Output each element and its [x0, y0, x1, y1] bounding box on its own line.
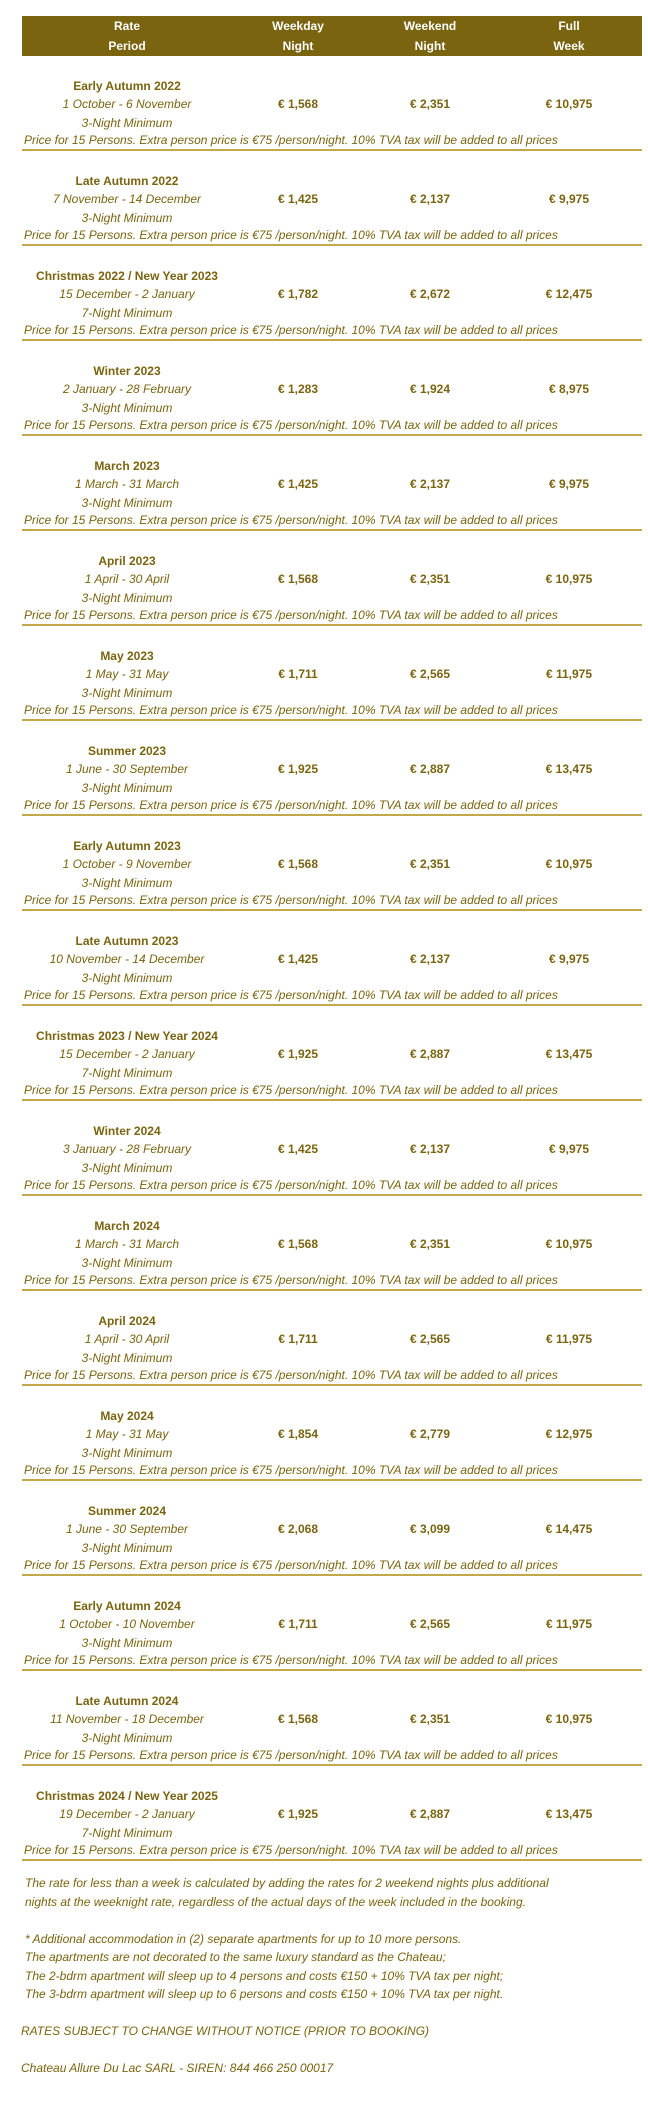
rate-period-row [22, 816, 642, 911]
rate-period-row [22, 1766, 642, 1861]
period-dates: 15 December - 2 January [59, 287, 195, 302]
header-weekday-night [232, 16, 364, 56]
weekday-night-price: € 1,925 [277, 1047, 319, 1062]
full-week-price: € 12,475 [545, 287, 593, 302]
price-note: Price for 15 Persons. Extra person price is €75 /person/night. 10% TVA tax will be added to all prices [24, 513, 558, 527]
price-note: Price for 15 Persons. Extra person price is €75 /person/night. 10% TVA tax will be added to all prices [24, 323, 558, 337]
weekend-night-price: € 2,137 [409, 1142, 451, 1157]
period-name: May 2024 [100, 1409, 154, 1423]
rate-period-values [22, 552, 642, 607]
full-week-price: € 11,975 [545, 1617, 593, 1632]
full-week-price: € 9,975 [548, 477, 590, 492]
rate-period-values [22, 1407, 642, 1462]
weekend-night-price: € 2,137 [409, 192, 451, 207]
rate-period-values [22, 1122, 642, 1177]
period-info [22, 267, 232, 322]
weekend-night-price: € 2,565 [409, 1617, 451, 1632]
period-name: Christmas 2022 / New Year 2023 [36, 269, 218, 283]
weekday-night-price: € 1,568 [277, 857, 319, 872]
rate-period-values [22, 1502, 642, 1557]
minimum-stay: 7-Night Minimum [81, 1065, 173, 1080]
extra-accommodation-note: The 2-bdrm apartment will sleep up to 4 persons and costs €150 + 10% TVA tax per night; [25, 1968, 504, 1983]
rate-period-row [22, 1671, 642, 1766]
price-note: Price for 15 Persons. Extra person price is €75 /person/night. 10% TVA tax will be added to all prices [24, 703, 558, 717]
header-label: Period [108, 39, 146, 53]
period-dates: 10 November - 14 December [49, 952, 205, 967]
price-note: Price for 15 Persons. Extra person price is €75 /person/night. 10% TVA tax will be added to all prices [24, 1843, 558, 1857]
weekend-night-price: € 2,351 [409, 857, 451, 872]
weekday-night-price: € 1,283 [277, 382, 319, 397]
period-name: April 2023 [98, 554, 156, 568]
rate-period-values [22, 1217, 642, 1272]
rate-period-row [22, 341, 642, 436]
full-week-price: € 9,975 [548, 1142, 590, 1157]
rate-period-values [22, 1312, 642, 1367]
weekday-night-price: € 1,568 [277, 1712, 319, 1727]
rate-period-row [22, 56, 642, 151]
full-week-price: € 14,475 [545, 1522, 593, 1537]
full-week-price: € 10,975 [545, 857, 593, 872]
period-dates: 11 November - 18 December [50, 1712, 204, 1727]
weekday-night-price: € 1,711 [278, 1332, 318, 1347]
rate-period-values [22, 742, 642, 797]
minimum-stay: 3-Night Minimum [81, 1350, 173, 1365]
weekend-night-price: € 2,672 [409, 287, 451, 302]
period-info [22, 77, 232, 132]
period-name: Winter 2023 [93, 364, 161, 378]
weekend-night-price: € 2,351 [409, 97, 451, 112]
header-label: Night [282, 39, 314, 53]
rate-period-row [22, 1196, 642, 1291]
rate-period-row [22, 1576, 642, 1671]
price-note: Price for 15 Persons. Extra person price is €75 /person/night. 10% TVA tax will be added to all prices [24, 1653, 558, 1667]
extra-accommodation-note: The 3-bdrm apartment will sleep up to 6 persons and costs €150 + 10% TVA tax per night. [25, 1987, 504, 2001]
period-info [22, 1217, 232, 1272]
calc-note: nights at the weeknight rate, regardless of the actual days of the week included in the booking. [25, 1894, 526, 1909]
price-note: Price for 15 Persons. Extra person price is €75 /person/night. 10% TVA tax will be added to all prices [24, 418, 558, 432]
rate-period-row [22, 911, 642, 1006]
minimum-stay: 3-Night Minimum [81, 1160, 173, 1175]
period-name: Early Autumn 2024 [73, 1599, 181, 1613]
period-info [22, 1597, 232, 1652]
period-name: Late Autumn 2024 [75, 1694, 179, 1708]
period-dates: 1 June - 30 September [65, 1522, 189, 1537]
price-note: Price for 15 Persons. Extra person price is €75 /person/night. 10% TVA tax will be added to all prices [24, 133, 558, 147]
period-info [22, 932, 232, 987]
full-week-price: € 13,475 [545, 1047, 593, 1062]
price-note: Price for 15 Persons. Extra person price is €75 /person/night. 10% TVA tax will be added to all prices [24, 1748, 558, 1762]
header-label: Full [558, 19, 580, 33]
minimum-stay: 3-Night Minimum [81, 970, 173, 985]
price-note: Price for 15 Persons. Extra person price is €75 /person/night. 10% TVA tax will be added to all prices [24, 1083, 558, 1097]
calc-note: The rate for less than a week is calculated by adding the rates for 2 weekend nights plus additional [25, 1876, 549, 1890]
minimum-stay: 3-Night Minimum [81, 495, 173, 510]
period-name: Summer 2024 [87, 1504, 167, 1518]
full-week-price: € 8,975 [548, 382, 590, 397]
period-dates: 15 December - 2 January [59, 1047, 195, 1062]
price-note: Price for 15 Persons. Extra person price is €75 /person/night. 10% TVA tax will be added to all prices [24, 1368, 558, 1382]
period-dates: 1 October - 6 November [62, 97, 192, 112]
weekend-night-price: € 2,565 [409, 1332, 451, 1347]
header-label: Rate [113, 19, 140, 33]
period-dates: 2 January - 28 February [62, 382, 192, 397]
weekday-night-price: € 1,925 [277, 762, 319, 777]
minimum-stay: 7-Night Minimum [81, 305, 173, 320]
period-dates: 1 June - 30 September [65, 762, 189, 777]
period-info [22, 647, 232, 702]
period-name: March 2023 [94, 459, 160, 473]
period-info [22, 837, 232, 892]
period-dates: 1 May - 31 May [85, 1427, 169, 1442]
period-dates: 1 April - 30 April [84, 1332, 170, 1347]
company-info: Chateau Allure Du Lac SARL - SIREN: 844 466 250 00017 [21, 2061, 334, 2075]
rate-period-row [22, 436, 642, 531]
rate-period-row [22, 1291, 642, 1386]
period-name: Late Autumn 2022 [75, 174, 179, 188]
weekend-night-price: € 2,137 [409, 952, 451, 967]
rate-period-values [22, 172, 642, 227]
rate-period-values [22, 837, 642, 892]
rate-period-values [22, 647, 642, 702]
weekend-night-price: € 2,565 [409, 667, 451, 682]
period-dates: 1 October - 9 November [62, 857, 192, 872]
full-week-price: € 10,975 [545, 97, 593, 112]
header-label: Night [414, 39, 446, 53]
minimum-stay: 3-Night Minimum [81, 1730, 173, 1745]
minimum-stay: 3-Night Minimum [81, 1540, 173, 1555]
full-week-price: € 10,975 [545, 572, 593, 587]
period-info [22, 1312, 232, 1367]
weekend-night-price: € 2,779 [409, 1427, 451, 1442]
weekday-night-price: € 1,568 [277, 97, 319, 112]
period-name: Early Autumn 2023 [73, 839, 181, 853]
period-name: Winter 2024 [93, 1124, 161, 1138]
extra-accommodation-note: * Additional accommodation in (2) separate apartments for up to 10 more persons. [25, 1931, 462, 1946]
minimum-stay: 3-Night Minimum [81, 780, 173, 795]
price-note: Price for 15 Persons. Extra person price is €75 /person/night. 10% TVA tax will be added to all prices [24, 1273, 558, 1287]
weekday-night-price: € 1,854 [277, 1427, 319, 1442]
rate-period-row [22, 626, 642, 721]
period-info [22, 1787, 232, 1842]
rate-period-row [22, 246, 642, 341]
rate-period-values [22, 1692, 642, 1747]
minimum-stay: 3-Night Minimum [81, 1255, 173, 1270]
price-note: Price for 15 Persons. Extra person price is €75 /person/night. 10% TVA tax will be added to all prices [24, 798, 558, 812]
period-dates: 1 May - 31 May [85, 667, 169, 682]
weekday-night-price: € 1,711 [278, 1617, 318, 1632]
price-note: Price for 15 Persons. Extra person price is €75 /person/night. 10% TVA tax will be added to all prices [24, 228, 558, 242]
weekday-night-price: € 1,425 [277, 477, 319, 492]
price-note: Price for 15 Persons. Extra person price is €75 /person/night. 10% TVA tax will be added to all prices [24, 988, 558, 1002]
period-info [22, 1027, 232, 1082]
period-dates: 3 January - 28 February [62, 1142, 192, 1157]
rate-period-row [22, 1006, 642, 1101]
period-name: April 2024 [98, 1314, 156, 1328]
weekend-night-price: € 2,351 [409, 1712, 451, 1727]
minimum-stay: 3-Night Minimum [81, 1635, 173, 1650]
period-info [22, 362, 232, 417]
period-info [22, 742, 232, 797]
rate-period-values [22, 1597, 642, 1652]
weekday-night-price: € 1,711 [278, 667, 318, 682]
period-info [22, 1692, 232, 1747]
weekday-night-price: € 2,068 [277, 1522, 319, 1537]
price-note: Price for 15 Persons. Extra person price is €75 /person/night. 10% TVA tax will be added to all prices [24, 1463, 558, 1477]
rate-period-row [22, 1481, 642, 1576]
period-info [22, 1122, 232, 1177]
rate-period-values [22, 1027, 642, 1082]
rate-period-row [22, 531, 642, 626]
minimum-stay: 3-Night Minimum [81, 590, 173, 605]
weekend-night-price: € 1,924 [409, 382, 451, 397]
period-name: Christmas 2023 / New Year 2024 [36, 1029, 218, 1043]
period-name: Early Autumn 2022 [73, 79, 181, 93]
header-label: Weekday [272, 19, 324, 33]
price-note: Price for 15 Persons. Extra person price is €75 /person/night. 10% TVA tax will be added to all prices [24, 608, 558, 622]
weekend-night-price: € 3,099 [409, 1522, 451, 1537]
period-info [22, 457, 232, 512]
full-week-price: € 10,975 [545, 1712, 593, 1727]
footer-notes [21, 1874, 625, 2078]
minimum-stay: 3-Night Minimum [81, 115, 173, 130]
period-name: May 2023 [100, 649, 154, 663]
weekday-night-price: € 1,425 [277, 1142, 319, 1157]
header-rate-period [22, 16, 232, 56]
weekend-night-price: € 2,887 [409, 762, 451, 777]
rate-period-values [22, 362, 642, 417]
period-dates: 1 April - 30 April [84, 572, 170, 587]
rate-period-row [22, 151, 642, 246]
header-weekend-night [364, 16, 496, 56]
table-header [22, 16, 642, 56]
minimum-stay: 3-Night Minimum [81, 1445, 173, 1460]
full-week-price: € 11,975 [545, 667, 593, 682]
price-note: Price for 15 Persons. Extra person price is €75 /person/night. 10% TVA tax will be added to all prices [24, 1178, 558, 1192]
rate-period-values [22, 77, 642, 132]
minimum-stay: 3-Night Minimum [81, 875, 173, 890]
header-label: Weekend [403, 19, 457, 33]
minimum-stay: 3-Night Minimum [81, 400, 173, 415]
period-name: Christmas 2024 / New Year 2025 [36, 1789, 218, 1803]
rate-period-row [22, 721, 642, 816]
weekend-night-price: € 2,137 [409, 477, 451, 492]
minimum-stay: 3-Night Minimum [81, 210, 173, 225]
weekend-night-price: € 2,351 [409, 572, 451, 587]
minimum-stay: 3-Night Minimum [81, 685, 173, 700]
full-week-price: € 12,975 [545, 1427, 593, 1442]
full-week-price: € 13,475 [545, 762, 593, 777]
weekend-night-price: € 2,887 [409, 1047, 451, 1062]
rate-period-row [22, 1386, 642, 1481]
weekday-night-price: € 1,425 [277, 192, 319, 207]
rate-period-values [22, 457, 642, 512]
full-week-price: € 13,475 [545, 1807, 593, 1822]
period-name: March 2024 [94, 1219, 160, 1233]
period-info [22, 1502, 232, 1557]
period-dates: 1 October - 10 November [59, 1617, 195, 1632]
period-dates: 7 November - 14 December [52, 192, 202, 207]
full-week-price: € 9,975 [548, 952, 590, 967]
period-info [22, 552, 232, 607]
rate-period-values [22, 267, 642, 322]
period-name: Late Autumn 2023 [75, 934, 179, 948]
period-info [22, 1407, 232, 1462]
weekday-night-price: € 1,425 [277, 952, 319, 967]
extra-accommodation-note: The apartments are not decorated to the same luxury standard as the Chateau; [25, 1950, 446, 1964]
weekday-night-price: € 1,925 [277, 1807, 319, 1822]
price-note: Price for 15 Persons. Extra person price is €75 /person/night. 10% TVA tax will be added to all prices [24, 1558, 558, 1572]
weekend-night-price: € 2,887 [409, 1807, 451, 1822]
weekend-night-price: € 2,351 [409, 1237, 451, 1252]
full-week-price: € 11,975 [545, 1332, 593, 1347]
rate-periods [22, 56, 642, 1861]
weekday-night-price: € 1,782 [277, 287, 319, 302]
header-full-week [496, 16, 642, 56]
weekday-night-price: € 1,568 [277, 1237, 319, 1252]
rate-period-row [22, 1101, 642, 1196]
period-name: Summer 2023 [87, 744, 167, 758]
period-info [22, 172, 232, 227]
disclaimer: RATES SUBJECT TO CHANGE WITHOUT NOTICE (PRIOR TO BOOKING) [21, 2024, 430, 2038]
price-note: Price for 15 Persons. Extra person price is €75 /person/night. 10% TVA tax will be added to all prices [24, 893, 558, 907]
rate-period-values [22, 1787, 642, 1842]
minimum-stay: 7-Night Minimum [81, 1825, 173, 1840]
period-dates: 1 March - 31 March [74, 477, 180, 492]
period-dates: 19 December - 2 January [59, 1807, 195, 1822]
full-week-price: € 9,975 [548, 192, 590, 207]
rate-table [22, 16, 642, 1861]
header-label: Week [553, 39, 585, 53]
rate-period-values [22, 932, 642, 987]
period-dates: 1 March - 31 March [74, 1237, 180, 1252]
full-week-price: € 10,975 [545, 1237, 593, 1252]
weekday-night-price: € 1,568 [277, 572, 319, 587]
